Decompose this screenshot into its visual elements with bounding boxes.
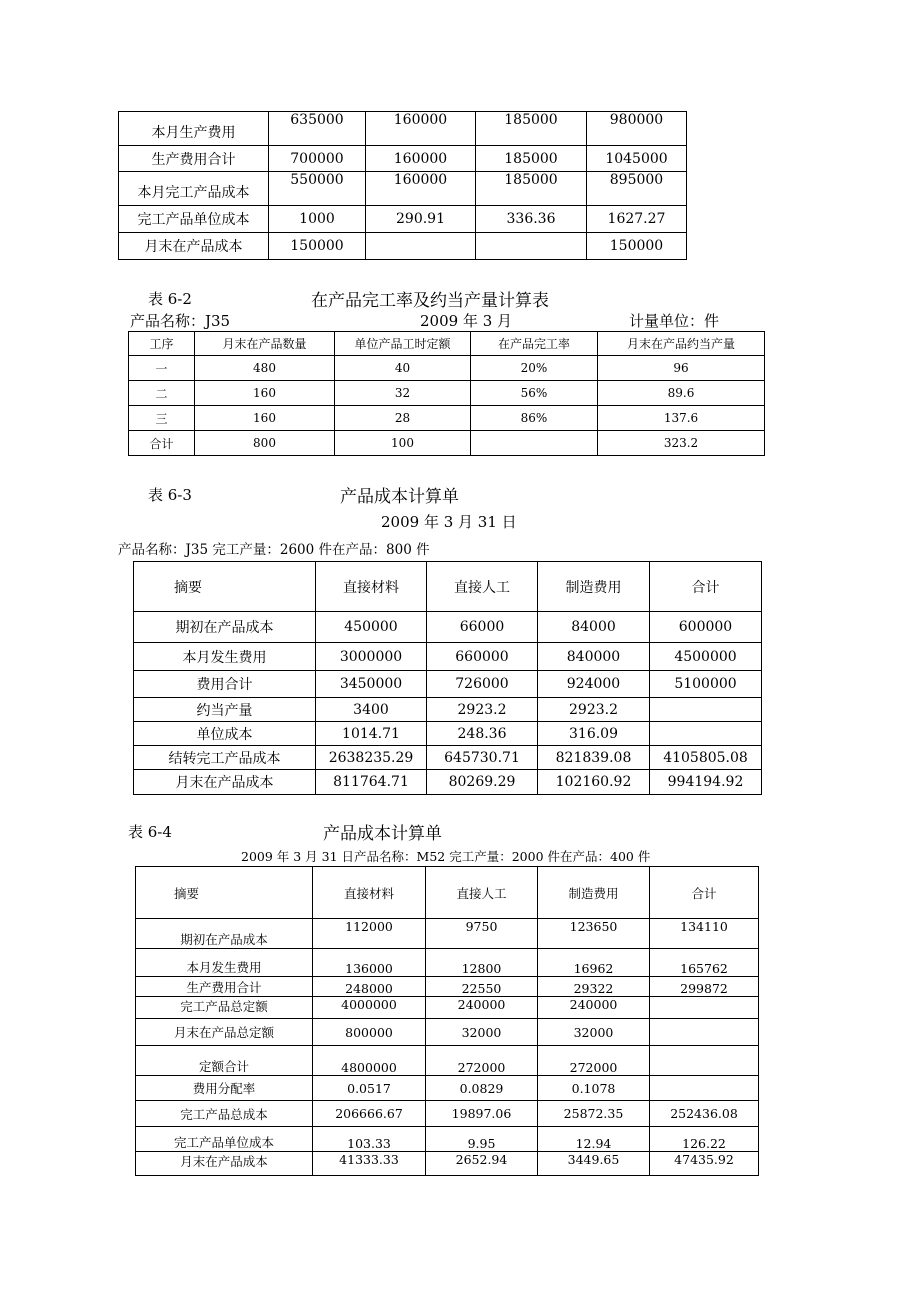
row-label: 月末在产品成本 [119,233,269,260]
table-cell: 240000 [426,997,538,1019]
product-info: 产品名称：J35 完工产量：2600 件在产品：800 件 [118,542,430,558]
row-label: 完工产品总定额 [136,997,313,1019]
table-cell: 12.94 [538,1127,650,1152]
table-cell: 480 [195,356,335,381]
table-cell: 150000 [587,233,687,260]
table-row [136,1152,759,1176]
table-cell: 103.33 [313,1127,426,1152]
table-cell: 895000 [587,172,687,206]
table-cell: 252436.08 [650,1101,759,1127]
column-header: 月末在产品约当产量 [598,332,765,356]
column-header: 月末在产品数量 [195,332,335,356]
row-label: 本月发生费用 [136,949,313,977]
table-cell: 三 [129,406,195,431]
table-cell: 160000 [366,112,476,146]
row-label: 本月完工产品成本 [119,172,269,206]
column-header: 在产品完工率 [471,332,598,356]
table-cell: 4000000 [313,997,426,1019]
table-cell: 3400 [316,698,427,722]
table-cell [471,431,598,456]
table-cell [650,1019,759,1046]
table-cell: 一 [129,356,195,381]
table-cell: 136000 [313,949,426,977]
table-cell [476,233,587,260]
table-cell: 137.6 [598,406,765,431]
table-cell [650,1046,759,1076]
table-cell: 100 [335,431,471,456]
table-cell: 272000 [538,1046,650,1076]
table-cell [650,997,759,1019]
table-cell: 290.91 [366,206,476,233]
table-cell: 3449.65 [538,1152,650,1176]
table-cell [650,722,762,746]
table-cell: 726000 [427,671,538,698]
table-cell: 123650 [538,919,650,949]
row-label: 完工产品单位成本 [119,206,269,233]
column-header: 直接人工 [426,867,538,919]
table-cell: 0.0517 [313,1076,426,1101]
table-cell: 600000 [650,612,762,643]
table-cell: 86% [471,406,598,431]
table-row [136,1076,759,1101]
table-cell: 2638235.29 [316,746,427,770]
table-header-row [136,867,759,919]
table-cell: 102160.92 [538,770,650,795]
column-header: 摘要 [134,562,316,612]
table-cell: 272000 [426,1046,538,1076]
table-cell [650,698,762,722]
table-row [136,949,759,977]
row-label: 月末在产品成本 [136,1152,313,1176]
product-info: 2009 年 3 月 31 日产品名称：M52 完工产量：2000 件在产品：400 件 [241,849,651,864]
row-label: 约当产量 [134,698,316,722]
table-cell: 980000 [587,112,687,146]
table-row [136,1101,759,1127]
table-cell: 994194.92 [650,770,762,795]
table-cell: 821839.08 [538,746,650,770]
table-cell: 20% [471,356,598,381]
table-cell: 700000 [269,146,366,172]
table-cell: 150000 [269,233,366,260]
column-header: 单位产品工时定额 [335,332,471,356]
table-label: 表 6-3 [148,486,192,504]
table-cell: 185000 [476,146,587,172]
table-cell: 66000 [427,612,538,643]
table-cell: 160000 [366,146,476,172]
table-cell: 645730.71 [427,746,538,770]
table-row [129,406,765,431]
row-label: 期初在产品成本 [136,919,313,949]
cost-calculation-table-m52 [135,866,759,1176]
table-cell: 1014.71 [316,722,427,746]
table-row [136,1046,759,1076]
completion-rate-table [128,331,765,456]
table-cell: 2923.2 [427,698,538,722]
table-cell: 800000 [313,1019,426,1046]
table-cell: 4105805.08 [650,746,762,770]
table-title: 在产品完工率及约当产量计算表 [311,291,549,311]
column-header: 工序 [129,332,195,356]
table-cell: 299872 [650,977,759,997]
table-row [134,746,762,770]
table-cell: 811764.71 [316,770,427,795]
table-cell: 0.0829 [426,1076,538,1101]
table-cell: 3000000 [316,643,427,671]
row-label: 完工产品单位成本 [136,1127,313,1152]
table-cell: 22550 [426,977,538,997]
table-cell: 25872.35 [538,1101,650,1127]
table-cell: 160 [195,381,335,406]
table-row [119,206,687,233]
table-cell: 40 [335,356,471,381]
table-cell: 924000 [538,671,650,698]
table-cell: 56% [471,381,598,406]
table-cell: 840000 [538,643,650,671]
table-cell: 160 [195,406,335,431]
row-label: 费用分配率 [136,1076,313,1101]
column-header: 合计 [650,867,759,919]
table-cell: 185000 [476,172,587,206]
column-header: 直接人工 [427,562,538,612]
table-row [136,919,759,949]
table-cell: 9.95 [426,1127,538,1152]
table-label: 表 6-2 [148,290,192,308]
table-row [136,1019,759,1046]
cost-table-continued [118,111,687,260]
table-row [134,770,762,795]
row-label: 本月发生费用 [134,643,316,671]
table-cell: 248000 [313,977,426,997]
cost-calculation-table-j35 [133,561,762,795]
table-title: 产品成本计算单 [323,824,442,844]
table-cell: 96 [598,356,765,381]
table-row [129,381,765,406]
table-cell: 合计 [129,431,195,456]
column-header: 制造费用 [538,867,650,919]
table-cell: 323.2 [598,431,765,456]
table-cell: 二 [129,381,195,406]
table-cell: 19897.06 [426,1101,538,1127]
table-row [129,431,765,456]
column-header: 直接材料 [316,562,427,612]
table-cell: 248.36 [427,722,538,746]
table-cell: 32 [335,381,471,406]
report-date: 2009 年 3 月 [420,312,513,330]
table-cell: 635000 [269,112,366,146]
table-cell: 206666.67 [313,1101,426,1127]
column-header: 制造费用 [538,562,650,612]
table-cell [366,233,476,260]
table-cell: 0.1078 [538,1076,650,1101]
table-cell: 12800 [426,949,538,977]
table-cell: 32000 [426,1019,538,1046]
table-cell: 112000 [313,919,426,949]
table-cell: 9750 [426,919,538,949]
table-row [134,643,762,671]
row-label: 月末在产品成本 [134,770,316,795]
table-row [136,1127,759,1152]
table-cell: 80269.29 [427,770,538,795]
table-row [129,356,765,381]
table-cell: 41333.33 [313,1152,426,1176]
table-cell: 316.09 [538,722,650,746]
table-title: 产品成本计算单 [340,487,459,507]
row-label: 本月生产费用 [119,112,269,146]
table-cell: 1000 [269,206,366,233]
column-header: 直接材料 [313,867,426,919]
row-label: 定额合计 [136,1046,313,1076]
table-header-row [129,332,765,356]
table-row [134,698,762,722]
table-cell: 336.36 [476,206,587,233]
table-cell: 5100000 [650,671,762,698]
table-row [134,671,762,698]
table-cell: 660000 [427,643,538,671]
row-label: 期初在产品成本 [134,612,316,643]
table-row [119,172,687,206]
table-cell: 4800000 [313,1046,426,1076]
table-cell: 84000 [538,612,650,643]
table-cell: 16962 [538,949,650,977]
row-label: 费用合计 [134,671,316,698]
table-cell: 160000 [366,172,476,206]
table-cell: 2652.94 [426,1152,538,1176]
table-cell [650,1076,759,1101]
report-date: 2009 年 3 月 31 日 [381,513,517,531]
table-cell: 165762 [650,949,759,977]
row-label: 单位成本 [134,722,316,746]
table-label: 表 6-4 [128,823,172,841]
product-name: 产品名称：J35 [130,312,231,330]
table-row [119,112,687,146]
table-cell: 550000 [269,172,366,206]
table-cell: 134110 [650,919,759,949]
row-label: 月末在产品总定额 [136,1019,313,1046]
row-label: 完工产品总成本 [136,1101,313,1127]
table-cell: 800 [195,431,335,456]
table-row [119,233,687,260]
column-header: 摘要 [136,867,313,919]
table-cell: 3450000 [316,671,427,698]
table-cell: 29322 [538,977,650,997]
table-header-row [134,562,762,612]
row-label: 生产费用合计 [136,977,313,997]
column-header: 合计 [650,562,762,612]
row-label: 结转完工产品成本 [134,746,316,770]
table-cell: 4500000 [650,643,762,671]
table-cell: 2923.2 [538,698,650,722]
table-cell: 185000 [476,112,587,146]
table-cell: 240000 [538,997,650,1019]
table-cell: 28 [335,406,471,431]
table-row [119,146,687,172]
table-cell: 450000 [316,612,427,643]
table-cell: 1045000 [587,146,687,172]
unit-label: 计量单位：件 [629,312,720,330]
table-cell: 126.22 [650,1127,759,1152]
table-cell: 89.6 [598,381,765,406]
table-row [134,612,762,643]
table-row [136,997,759,1019]
table-cell: 1627.27 [587,206,687,233]
table-cell: 47435.92 [650,1152,759,1176]
table-row [134,722,762,746]
row-label: 生产费用合计 [119,146,269,172]
table-row [136,977,759,997]
table-cell: 32000 [538,1019,650,1046]
